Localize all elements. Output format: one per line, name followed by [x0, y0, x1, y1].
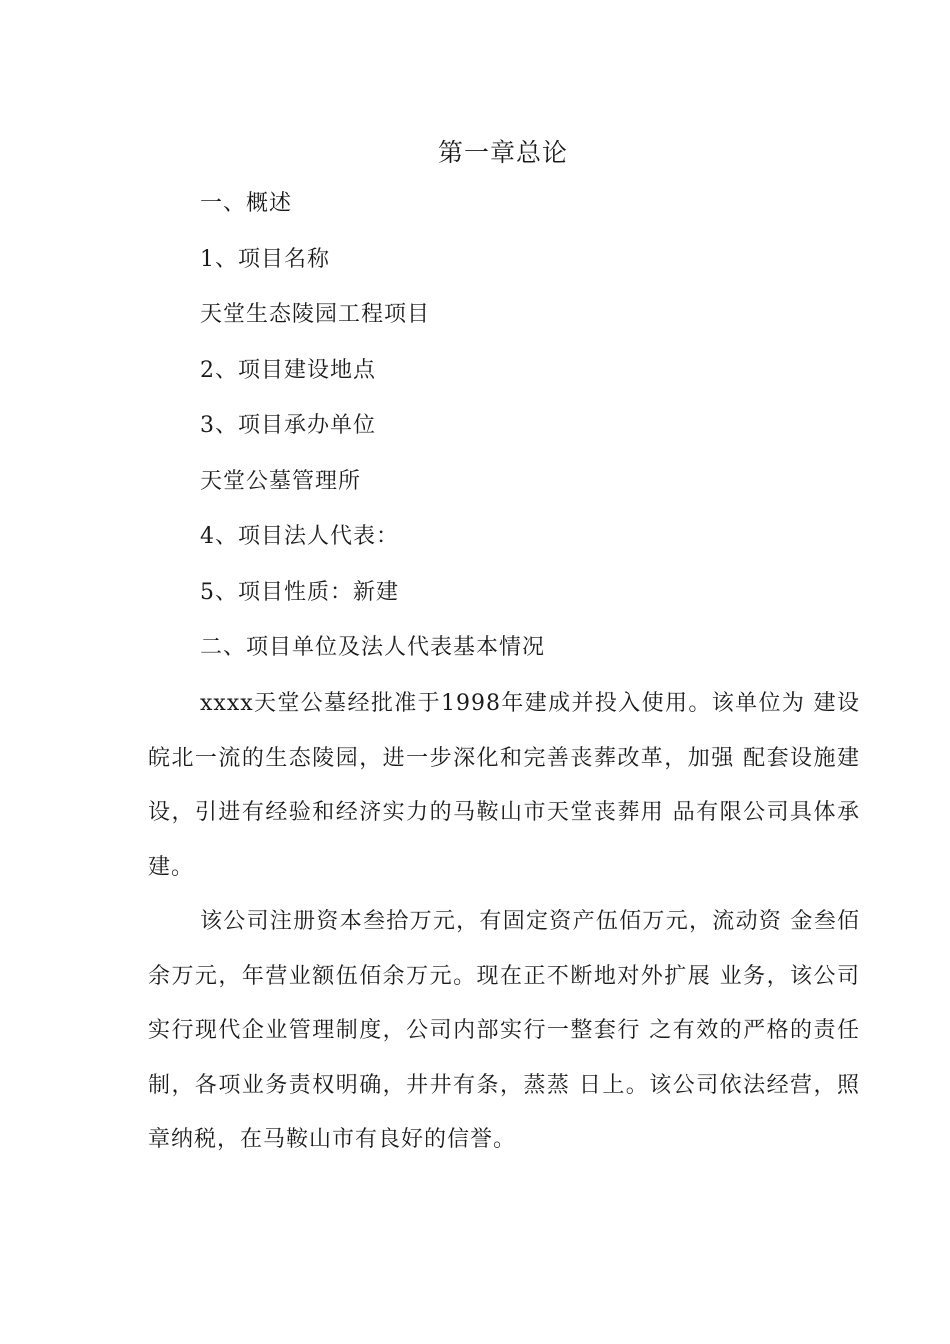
item-legal-representative: 4、项目法人代表： [200, 524, 399, 549]
paragraph-unit-intro: xxxx天堂公墓经批准于1998年建成并投入使用。该单位为 建设皖北一流的生态陵园，进一步深化和完善丧葬改革，加强 配套设施建设，引进有经验和经济实力的马鞍山市天堂丧葬用 品有限公司具体承建。 [148, 691, 860, 880]
item-project-nature: 5、项目性质：新建 [200, 580, 399, 605]
item-project-organizer-label: 3、项目承办单位 [200, 413, 376, 438]
paragraph-company-info: 该公司注册资本叁拾万元，有固定资产伍佰万元，流动资 金叁佰余万元，年营业额伍佰余万元。现在正不断地对外扩展 业务，该公司实行现代企业管理制度，公司内部实行一整套行 之有效的严格的责任制，各项业务责权明确，井井有条，蒸蒸 日上。该公司依法经营，照章纳税，在马鞍山市有良好的信誉。 [148, 909, 860, 1152]
item-project-organizer-value: 天堂公墓管理所 [200, 469, 362, 494]
item-project-name-label: 1、项目名称 [200, 247, 330, 272]
item-project-location-label: 2、项目建设地点 [200, 358, 376, 383]
item-project-name-value: 天堂生态陵园工程项目 [200, 302, 431, 327]
section-heading-unit-info: 二、项目单位及法人代表基本情况 [200, 635, 546, 660]
section-heading-overview: 一、概述 [200, 191, 293, 216]
chapter-title: 第一章总论 [437, 138, 568, 167]
